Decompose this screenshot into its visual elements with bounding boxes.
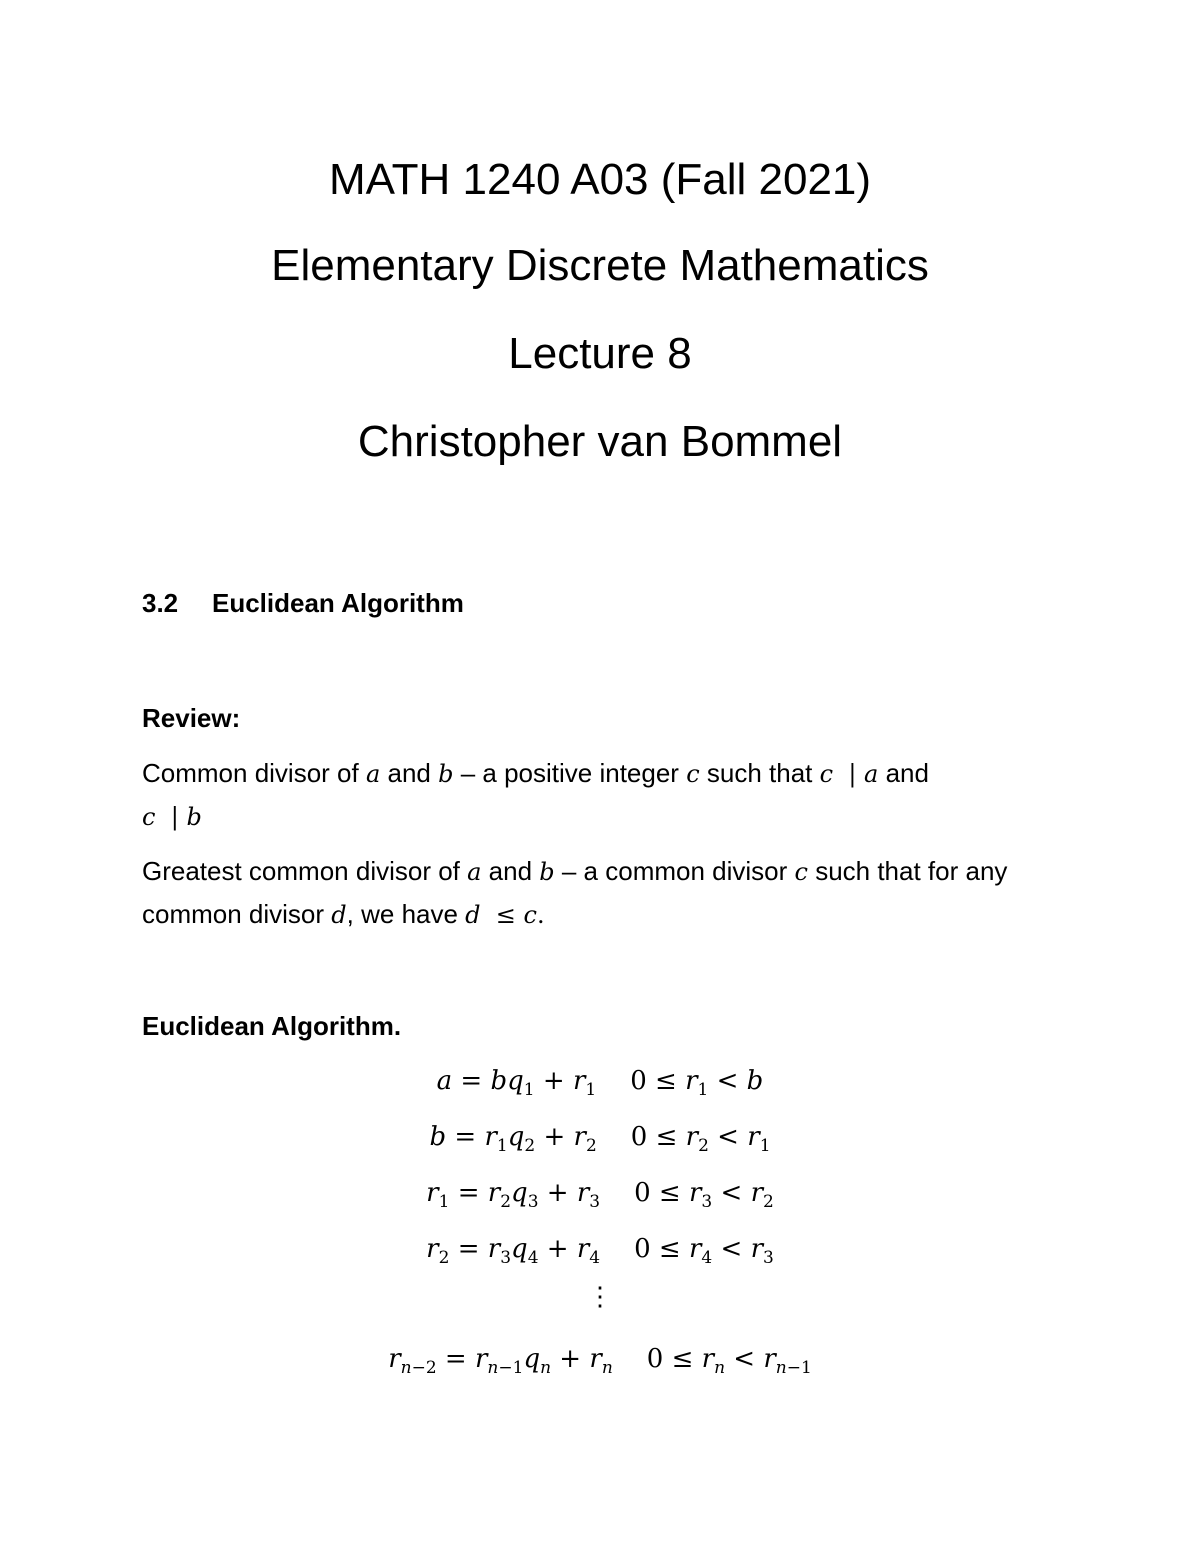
lecture-title: Lecture 8 xyxy=(508,329,692,378)
section-title: Euclidean Algorithm xyxy=(212,588,464,618)
equation-step-4: $r_2 = r_3q_4 + r_4$ $0 \le r_4 < r_3$ xyxy=(426,1234,774,1268)
equation-step-3: $r_1 = r_2q_3 + r_3$ $0 \le r_3 < r_2$ xyxy=(426,1178,774,1212)
course-title: MATH 1240 A03 (Fall 2021) xyxy=(328,155,872,204)
section-number: 3.2 xyxy=(142,588,179,618)
equation-step-n: $r_{n-2} = r_{n-1}q_n + r_n$ $0 \le r_n < r_{n-1}$ xyxy=(388,1344,812,1378)
subject-title: Elementary Discrete Mathematics xyxy=(271,241,929,290)
review-heading: Review: xyxy=(142,703,241,733)
section-heading xyxy=(142,588,464,619)
common-divisor-definition: Common divisor of a and b – a positive integer c such that c | a and c | b xyxy=(142,758,929,831)
equation-step-1: $a = bq_1 + r_1$ $0 \le r_1 < b$ xyxy=(436,1066,764,1100)
instructor-name: Christopher van Bommel xyxy=(357,417,843,466)
equation-step-2: $b = r_1q_2 + r_2$ $0 \le r_2 < r_1$ xyxy=(429,1122,771,1156)
algorithm-heading: Euclidean Algorithm. xyxy=(142,1011,402,1041)
gcd-definition: Greatest common divisor of a and b – a common divisor c such that for any common divisor d, we have d ≤ c. xyxy=(142,856,1008,929)
vertical-ellipsis: ⋮ xyxy=(587,1282,613,1312)
